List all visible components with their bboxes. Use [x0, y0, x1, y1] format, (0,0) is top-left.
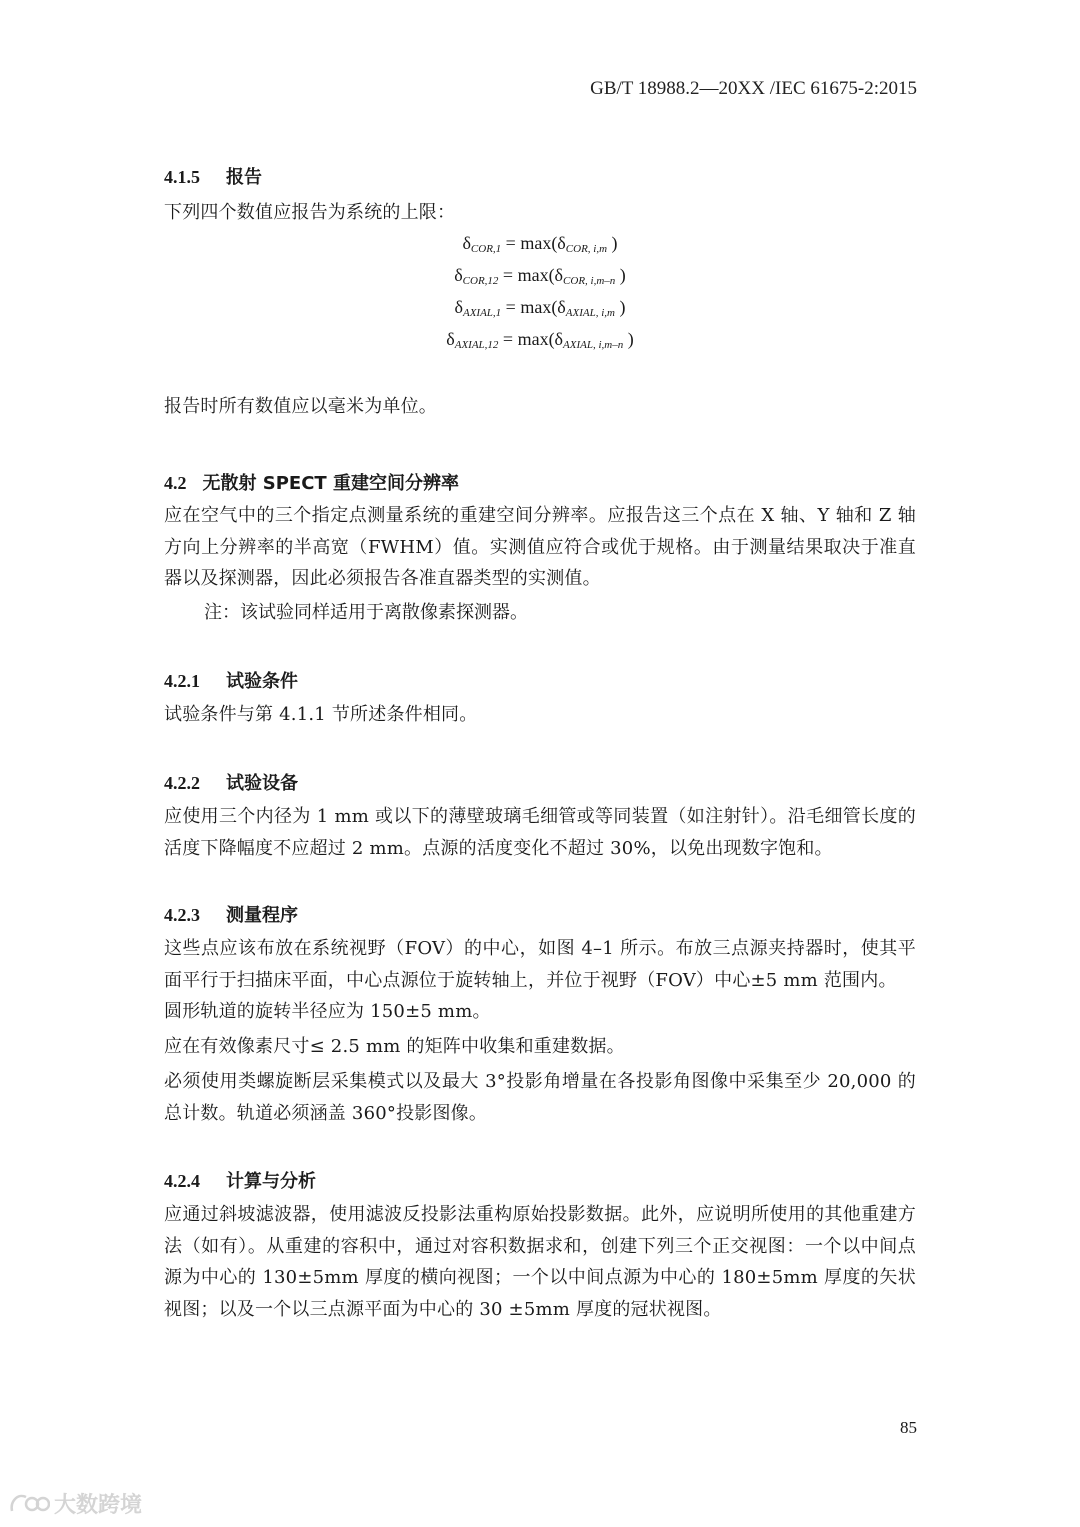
formula-rhs: = max(δ [498, 265, 564, 285]
formula-lhs: δ [454, 297, 463, 317]
formula-close: ) [615, 265, 626, 285]
formula-rhs-subscript: COR, i,m–n [563, 275, 616, 287]
formula-axial-1 [164, 297, 916, 319]
formula-rhs: = max(δ [501, 297, 566, 317]
section-title: 无散射 SPECT 重建空间分辨率 [202, 473, 459, 494]
section-4-2-2-body: 应使用三个内径为 1 mm 或以下的薄壁玻璃毛细管或等同装置（如注射针）。沿毛细管长度的活度下降幅度不应超过 2 mm。点源的活度变化不超过 30%，以免出现数字饱和。 [164, 806, 916, 859]
watermark-text: 大数跨境 [54, 1493, 143, 1518]
formula-cor-12 [164, 265, 916, 287]
section-4-2-note: 注：该试验同样适用于离散像素探测器。 [204, 602, 528, 623]
formula-lhs: δ [446, 329, 455, 349]
document-header: GB/T 18988.2—20XX /IEC 61675-2:2015 [590, 78, 917, 99]
formula-close: ) [615, 297, 626, 317]
section-4-2-3-para-1: 这些点应该布放在系统视野（FOV）的中心，如图 4–1 所示。布放三点源夹持器时，使其平面平行于扫描床平面，中心点源位于旋转轴上，并位于视野（FOV）中心±5 mm 范围内。 [164, 938, 916, 991]
section-4-2-3-para-2: 圆形轨道的旋转半径应为 150±5 mm。 [164, 1001, 491, 1022]
section-number: 4.1.5 [164, 167, 200, 187]
section-4-1-5-heading [164, 163, 262, 189]
formula-rhs-subscript: AXIAL, i,m [565, 307, 615, 319]
formula-rhs-subscript: COR, i,m [565, 243, 608, 255]
section-4-2-4-heading [164, 1167, 316, 1193]
formula-lhs-subscript: COR,12 [462, 275, 499, 287]
section-4-2-2-heading [164, 769, 298, 795]
section-4-2-3-para-4: 必须使用类螺旋断层采集模式以及最大 3°投影角增量在各投影角图像中采集至少 20,000 的总计数。轨道必须涵盖 360°投影图像。 [164, 1071, 916, 1124]
section-4-2-body: 应在空气中的三个指定点测量系统的重建空间分辨率。应报告这三个点在 X 轴、Y 轴和 Z 轴方向上分辨率的半高宽（FWHM）值。实测值应符合或优于规格。由于测量结果取决于准直器以及探测器，因此必须报告各准直器类型的实测值。 [164, 505, 916, 589]
section-4-2-3-para-3: 应在有效像素尺寸≤ 2.5 mm 的矩阵中收集和重建数据。 [164, 1036, 625, 1057]
page-number: 85 [900, 1418, 917, 1437]
section-4-2-1-heading [164, 667, 298, 693]
section-title: 试验条件 [226, 671, 298, 692]
section-title: 试验设备 [226, 773, 298, 794]
section-4-2-heading [164, 469, 459, 495]
section-title: 报告 [226, 167, 262, 188]
formula-rhs: = max(δ [498, 329, 564, 349]
formula-axial-12 [164, 329, 916, 351]
section-4-2-3-heading [164, 901, 298, 927]
formula-lhs-subscript: AXIAL,1 [462, 307, 502, 319]
formula-lhs: δ [462, 233, 471, 253]
formula-rhs: = max(δ [501, 233, 566, 253]
formula-lhs-subscript: COR,1 [470, 243, 502, 255]
formula-close: ) [607, 233, 618, 253]
watermark-logo-icon [8, 1491, 50, 1517]
section-number: 4.2.1 [164, 671, 200, 691]
watermark [8, 1488, 142, 1519]
formula-lhs: δ [454, 265, 463, 285]
section-4-2-1-body: 试验条件与第 4.1.1 节所述条件相同。 [164, 704, 478, 725]
formula-rhs-subscript: AXIAL, i,m–n [563, 339, 624, 351]
section-title: 计算与分析 [226, 1171, 316, 1192]
section-number: 4.2.3 [164, 905, 200, 925]
formula-lhs-subscript: AXIAL,12 [454, 339, 499, 351]
section-4-1-5-intro: 下列四个数值应报告为系统的上限： [164, 202, 456, 223]
formula-cor-1 [164, 233, 916, 255]
section-4-2-4-body: 应通过斜坡滤波器，使用滤波反投影法重构原始投影数据。此外，应说明所使用的其他重建方法（如有）。从重建的容积中，通过对容积数据求和，创建下列三个正交视图：一个以中间点源为中心的 130±5mm 厚度的横向视图；一个以中间点源为中心的 180±5mm 厚度的矢状视图；以及一个以三点源平面为中心的 30 ±5mm 厚度的冠状视图。 [164, 1204, 916, 1320]
section-4-1-5-outro: 报告时所有数值应以毫米为单位。 [164, 396, 437, 417]
section-title: 测量程序 [226, 905, 298, 926]
section-number: 4.2.4 [164, 1171, 200, 1191]
section-number: 4.2.2 [164, 773, 200, 793]
formula-close: ) [623, 329, 634, 349]
section-number: 4.2 [164, 473, 187, 493]
